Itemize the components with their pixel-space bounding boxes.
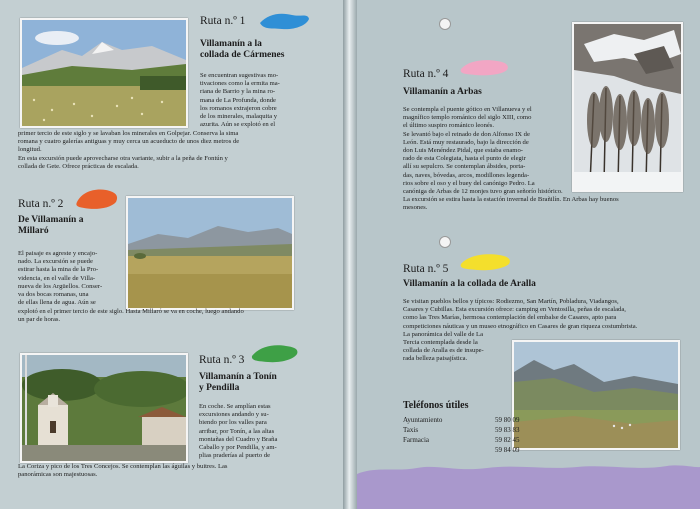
text-line: canóniga de Arbas de 12 monjes tuvo gran señorío histórico. [403, 188, 563, 196]
text-line: das, naves, bóvedas, arcos, modillones legenda- [403, 171, 530, 179]
text-line: allí su sepulcro. Se contemplan ábsides, porta- [403, 163, 526, 171]
route-4-text [403, 106, 695, 213]
phone-number: 59 82 45 [495, 436, 520, 444]
route-5-brush-mark [459, 251, 513, 273]
phone-extra-number: 59 84 09 [495, 446, 520, 454]
text-line: panorámicas son majestuosas. [18, 471, 98, 479]
phone-label: Farmacia [403, 436, 430, 444]
green-brush [252, 345, 298, 362]
violet-brush-band [357, 462, 700, 509]
phone-row-farmacia [403, 436, 520, 444]
text-line: El paisaje es agreste y encajo- [18, 250, 98, 257]
text-line: romana y cuatro galerías antiguas y muy cerca un acueducto de unos diez metros de [18, 138, 240, 146]
photo-route-5-valley [512, 340, 680, 450]
route-2-text-narrow [18, 250, 122, 307]
phone-row-ayuntamiento [403, 416, 520, 424]
text-line: el último suspiro románico leonés. [403, 122, 495, 130]
text-line: primer tercio de este siglo y se lavaban los minerales en Golpejar. Conserva la sima [18, 130, 239, 137]
text-line: de ellas llena de agua. Aún se [18, 299, 96, 307]
text-line: rios sobre el oso y el buey del canónigo Pedro. La [403, 179, 535, 187]
text-line: Tercia contemplada desde la [403, 339, 478, 347]
route-5-label: Ruta n.º 5 [403, 263, 449, 275]
text-line: rada belleza paisajística. [403, 355, 468, 363]
route-1-brush-mark [258, 10, 310, 32]
photo-route-1-meadow [20, 18, 188, 128]
text-line: En esta excursión puede aprovecharse otra variante, subir a la peña de Fontún y [18, 154, 228, 162]
text-line: estirar hasta la mina de la Pro- [18, 266, 99, 274]
text-line: La panorámica del valle de La [403, 330, 483, 338]
text-line: longitud. [18, 146, 42, 154]
route-4-label: Ruta n.º 4 [403, 68, 449, 80]
pink-brush [461, 60, 508, 75]
route-1-text-wide [18, 130, 330, 171]
route-3-title [199, 372, 277, 394]
right-page [357, 0, 700, 509]
text-line: mana de La Profunda, donde [200, 96, 276, 104]
blue-brush [260, 14, 309, 29]
text-line: de los minerales, malaquita y [200, 113, 278, 121]
text-line: nado. La excursión se puede [18, 258, 93, 266]
text-line: Se contempla el puente gótico en Villanueva y el [403, 106, 532, 113]
text-line: competiciones náuticas y un museo etnográfico en Casares de gran riqueza costumbrista. [403, 322, 638, 330]
phone-row-taxis [403, 426, 520, 434]
text-line: La Coriza y pico de los Tres Concejos. Se contemplan las águilas y buitres. Las [18, 463, 228, 470]
text-line: Casares y Cubillas. Esta excursión ofrece: camping en Ventosilla, peñas de escalada, [403, 306, 626, 314]
text-line: Caballo y por Pendilla, y am- [199, 444, 277, 452]
text-line: Se encuentran sugestivas mo- [200, 72, 279, 79]
yellow-brush [461, 254, 510, 270]
route-3-text-wide [18, 463, 330, 479]
text-line: explotó en el primer tercio de este siglo. Hasta Millaró se va en coche, luego andando [18, 308, 244, 315]
phone-number: 59 80 09 [495, 416, 520, 424]
photo-route-2-valley [126, 196, 294, 310]
text-line: Se levantó bajo el reinado de don Alfonso IX de [403, 130, 530, 138]
route-4-brush-mark [459, 56, 511, 78]
left-page [0, 0, 343, 509]
page-gutter [343, 0, 357, 509]
text-line: plias praderías al puerto de [199, 452, 271, 460]
text-line: arribar, por Tonín, a las altas [199, 427, 275, 435]
phone-label: Taxis [403, 426, 419, 434]
text-line: videncia, en el valle de Villa- [18, 274, 96, 282]
text-line: collada de Gete. Ofrece prácticas de escalada. [18, 162, 139, 170]
text-line: collada de Aralla es de insupe- [403, 347, 484, 355]
route-4-title [403, 87, 482, 98]
photo-route-3-village [20, 353, 188, 463]
text-line: riana de Barrio y la mina ro- [200, 88, 276, 96]
violet-brush [357, 465, 700, 509]
route-3-label: Ruta n.º 3 [199, 354, 245, 366]
text-line: un par de horas. [18, 316, 61, 324]
phone-number: 59 83 83 [495, 426, 520, 434]
route-1-text-narrow [200, 72, 328, 129]
text-line: azurita. Aún se explotó en el [200, 121, 276, 129]
route-2-brush-mark [74, 186, 120, 212]
route-2-label: Ruta n.º 2 [18, 198, 64, 210]
text-line: nueva de los Argüellos. Conser- [18, 282, 103, 290]
text-line: va dos bocas romanas, una [18, 291, 89, 299]
phones-title: Teléfonos útiles [403, 400, 469, 411]
phone-label: Ayuntamiento [403, 416, 443, 424]
route-2-title-line: Millaró [18, 226, 49, 236]
text-line: los romanos extrajeron cobre [200, 104, 277, 112]
text-line: mesones. [403, 204, 428, 212]
route-5-title [403, 279, 536, 290]
route-1-title-line: collada de Cármenes [200, 50, 285, 60]
punch-hole [439, 236, 451, 248]
text-line: tivaciones como la ermita ma- [200, 80, 280, 88]
route-2-text-wide [18, 308, 330, 324]
text-line: En coche. Se amplían estas [199, 403, 271, 410]
route-4-title-line: Villamanín a Arbas [403, 87, 482, 97]
route-1-title-line: Villamanín a la [200, 39, 262, 49]
punch-hole [439, 18, 451, 30]
text-line: montañas del Cuadro y Braña [199, 435, 278, 443]
orange-brush [76, 190, 117, 209]
route-3-brush-mark [250, 342, 300, 364]
text-line: como las Tres Marías, hermosa contemplación del embalse de Casares, apto para [403, 314, 617, 322]
text-line: León. Está muy restaurado, bajo la dirección de [403, 138, 529, 146]
route-1-title [200, 39, 284, 61]
route-5-title-line: Villamanín a la collada de Aralla [403, 279, 536, 289]
text-line: La excursión se estira hasta la estación invernal de Brañilín. En Arbas hay buenos [403, 196, 619, 204]
text-line: Se visitan pueblos bellos y típicos: Rodiezmo, San Martín, Pobladura, Viadangos, [403, 298, 619, 305]
text-line: rado de esta Colegiata, hasta el punto de elegir [403, 155, 526, 163]
text-line: biendo por los valles para [199, 419, 267, 427]
text-line: don Luis Menéndez Pidal, que estaba enamo- [403, 147, 523, 155]
text-line: magnífico templo románico del siglo XIII, como [403, 114, 532, 122]
route-3-title-line: y Pendilla [199, 383, 240, 393]
route-3-title-line: Villamanín a Tonín [199, 372, 277, 382]
route-1-label: Ruta n.º 1 [200, 15, 246, 27]
route-3-text-narrow [199, 403, 327, 460]
text-line: excursiones andando y su- [199, 411, 269, 419]
route-2-title [18, 215, 83, 237]
route-2-title-line: De Villamanín a [18, 215, 84, 225]
